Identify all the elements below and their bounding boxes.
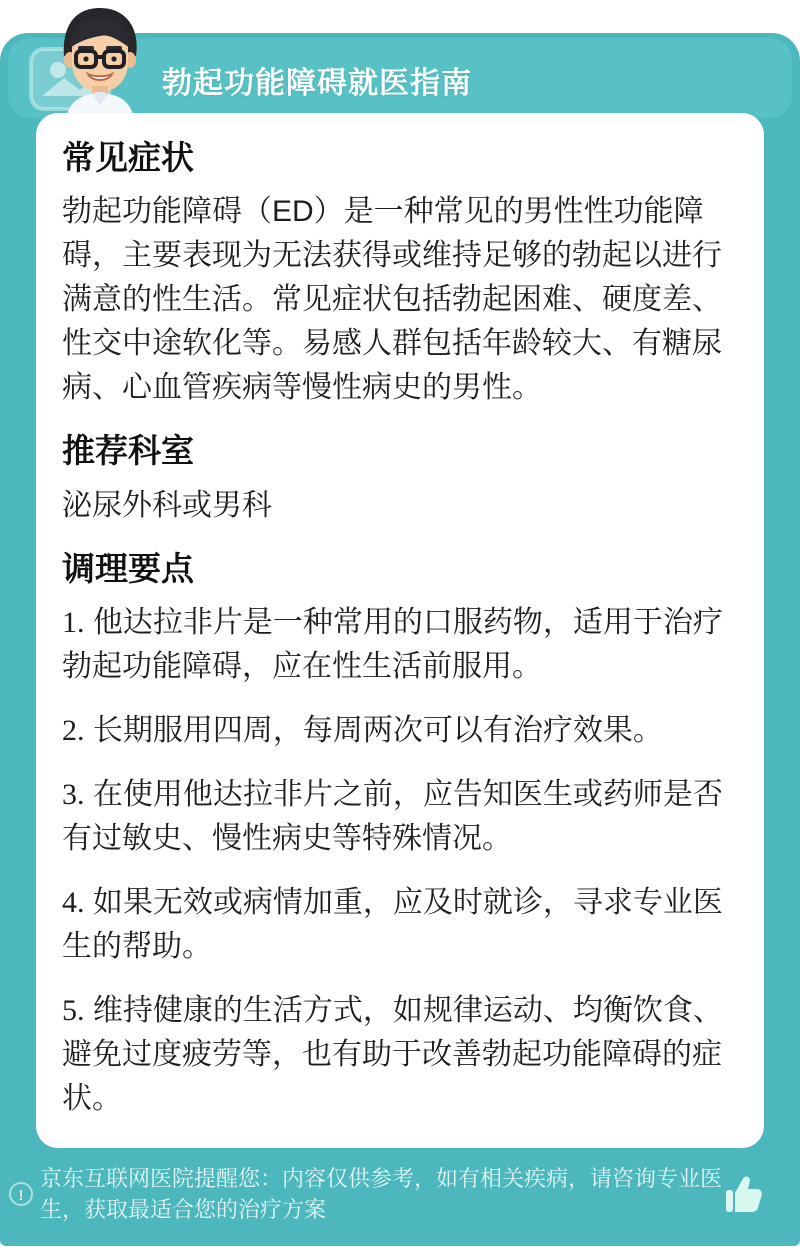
doctor-avatar [42,4,158,120]
tip-item [62,773,738,861]
section-heading-tips: 调理要点 [62,549,194,587]
tip-text: 如果无效或病情加重，应及时就诊，寻求专业医生的帮助。 [62,885,723,963]
tip-number: 4. [62,885,85,919]
tip-item [62,709,738,753]
tip-number: 3. [62,777,85,811]
tip-number: 1. [62,605,85,639]
section-heading-department: 推荐科室 [62,432,194,470]
department-paragraph: 泌尿外科或男科 [62,488,272,522]
tip-text: 长期服用四周，每周两次可以有治疗效果。 [84,713,663,747]
tip-text: 维持健康的生活方式，如规律运动、均衡饮食、避免过度疲劳等，也有助于改善勃起功能障碍的症状。 [62,993,723,1115]
tip-item [62,601,738,689]
tip-text: 他达拉非片是一种常用的口服药物，适用于治疗勃起功能障碍，应在性生活前服用。 [62,605,723,683]
info-circle-icon: ! [9,1182,33,1206]
page-title: 勃起功能障碍就医指南 [162,67,472,100]
tip-item [62,989,738,1121]
symptoms-paragraph: 勃起功能障碍（ED）是一种常见的男性性功能障碍，主要表现为无法获得或维持足够的勃起以进行满意的性生活。常见症状包括勃起困难、硬度差、性交中途软化等。易感人群包括年龄较大、有糖尿病、心血管疾病等慢性病史的男性。 [62,195,722,405]
tip-text: 在使用他达拉非片之前，应告知医生或药师是否有过敏史、慢性病史等特殊情况。 [62,777,723,855]
thumbs-up-icon[interactable] [722,1174,766,1216]
tip-number: 2. [62,713,85,747]
tip-number: 5. [62,993,85,1027]
disclaimer-text: 京东互联网医院提醒您：内容仅供参考，如有相关疾病，请咨询专业医生，获取最适合您的治疗方案 [40,1166,723,1222]
section-heading-symptoms: 常见症状 [62,139,194,176]
tip-item [62,881,738,969]
content-card [36,113,764,1148]
